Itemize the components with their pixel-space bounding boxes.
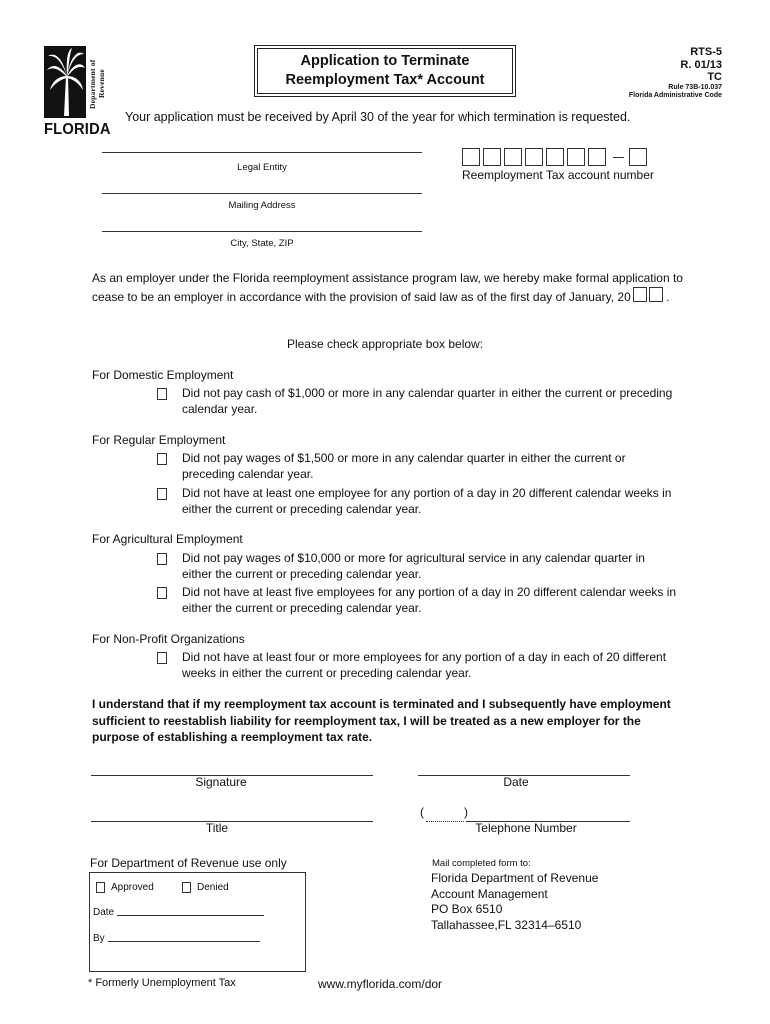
form-title-box <box>254 45 516 97</box>
regular-checkbox-1[interactable] <box>157 453 167 465</box>
footnote: * Formerly Unemployment Tax <box>88 977 236 989</box>
agricultural-heading: For Agricultural Employment <box>92 532 243 546</box>
date-label: Date <box>503 775 529 789</box>
dor-date-field <box>93 907 264 918</box>
form-title-line2: Reemployment Tax* Account <box>285 72 485 88</box>
year-digit-box[interactable] <box>633 287 647 302</box>
approved-checkbox[interactable] <box>96 882 105 893</box>
domestic-option-1-text: Did not pay cash of $1,000 or more in any calendar quarter in either the current or preceding calendar year. <box>182 386 673 416</box>
intro-paragraph <box>92 270 692 305</box>
mail-line-1: Florida Department of Revenue <box>431 871 599 885</box>
dor-date-label: Date <box>93 907 115 918</box>
understand-statement: I understand that if my reemployment tax account is terminated and I subsequently have employment sufficient to reestablish liability for reemployment tax, I will be treated as a new employer for the purpose of establishing a reemployment tax rate. <box>92 697 671 744</box>
agricultural-option-1 <box>157 551 677 582</box>
rule-number: Rule 73B-10.037 <box>668 83 722 91</box>
dor-use-heading: For Department of Revenue use only <box>90 856 287 870</box>
nonprofit-heading: For Non-Profit Organizations <box>92 632 245 646</box>
mail-line-4: Tallahassee,FL 32314–6510 <box>431 917 582 932</box>
account-number-boxes <box>462 148 650 166</box>
intro-end: . <box>666 289 670 304</box>
form-number: RTS-5 <box>690 46 722 58</box>
agricultural-checkbox-2[interactable] <box>157 587 167 599</box>
dor-use-box <box>89 872 306 972</box>
website-url: www.myflorida.com/dor <box>318 977 443 991</box>
phone-label: Telephone Number <box>475 821 577 835</box>
city-state-zip-label: City, State, ZIP <box>230 238 294 249</box>
mail-to-heading: Mail completed form to: <box>432 858 531 869</box>
dor-date-line[interactable] <box>117 915 264 916</box>
please-check-text: Please check appropriate box below: <box>286 337 484 351</box>
nonprofit-option-1 <box>157 650 677 681</box>
agricultural-option-1-text: Did not pay wages of $10,000 or more for agricultural service in any calendar quarter in either the current or preceding calendar year. <box>182 551 645 581</box>
regular-heading: For Regular Employment <box>92 433 226 447</box>
account-check-digit-box[interactable] <box>629 148 647 166</box>
agricultural-checkbox-1[interactable] <box>157 553 167 565</box>
regular-checkbox-2[interactable] <box>157 488 167 500</box>
intro-text: As an employer under the Florida reemployment assistance program law, we hereby make formal application to cease to be an employer in accordance with the provision of said law as of the first day of January, 20 <box>92 271 683 304</box>
approved-label: Approved <box>111 882 154 893</box>
account-digit-box[interactable] <box>588 148 606 166</box>
mail-line-3: PO Box 6510 <box>431 902 503 916</box>
agricultural-option-2 <box>157 585 677 616</box>
city-state-zip-line[interactable] <box>102 231 422 232</box>
form-codes <box>629 46 722 100</box>
admin-code: Florida Administrative Code <box>628 91 722 99</box>
nonprofit-checkbox-1[interactable] <box>157 652 167 664</box>
account-digit-box[interactable] <box>504 148 522 166</box>
signature-label: Signature <box>195 775 247 789</box>
account-number-label: Reemployment Tax account number <box>462 168 654 182</box>
denied-label: Denied <box>197 882 229 893</box>
nonprofit-option-1-text: Did not have at least four or more employees for any portion of a day in each of 20 different weeks in either the current or preceding calendar year. <box>182 650 667 680</box>
account-dash <box>613 157 624 158</box>
title-label: Title <box>205 821 229 835</box>
phone-close-paren: ) <box>464 805 468 819</box>
mailing-address-line[interactable] <box>102 193 422 194</box>
regular-option-2 <box>157 486 677 517</box>
regular-option-2-text: Did not have at least one employee for any portion of a day in 20 different calendar weeks in either the current or preceding calendar year. <box>182 486 672 516</box>
dor-by-line[interactable] <box>108 941 260 942</box>
domestic-checkbox-1[interactable] <box>157 388 167 400</box>
mail-address <box>431 871 598 933</box>
domestic-option-1 <box>157 386 677 417</box>
mailing-address-label: Mailing Address <box>228 200 296 211</box>
account-digit-box[interactable] <box>525 148 543 166</box>
form-tc: TC <box>707 71 722 83</box>
logo-wordmark: FLORIDA <box>44 121 111 138</box>
phone-open-paren: ( <box>420 805 424 819</box>
mail-line-2: Account Management <box>431 886 548 901</box>
legal-entity-label: Legal Entity <box>237 162 287 173</box>
domestic-heading: For Domestic Employment <box>92 368 234 382</box>
legal-entity-line[interactable] <box>102 152 422 153</box>
dor-by-field <box>93 933 260 944</box>
year-digit-box[interactable] <box>649 287 663 302</box>
approved-option <box>96 882 154 893</box>
dor-by-label: By <box>93 933 105 944</box>
denied-checkbox[interactable] <box>182 882 191 893</box>
logo-subtitle: Department of Revenue <box>88 59 106 109</box>
regular-option-1-text: Did not pay wages of $1,500 or more in any calendar quarter in either the current or preceding calendar year. <box>182 451 626 481</box>
area-code-line[interactable] <box>426 821 464 822</box>
regular-option-1 <box>157 451 677 482</box>
account-digit-box[interactable] <box>546 148 564 166</box>
denied-option <box>182 882 229 893</box>
agricultural-option-2-text: Did not have at least five employees for any portion of a day in 20 different calendar weeks in either the current or preceding calendar year. <box>182 585 677 615</box>
account-digit-box[interactable] <box>567 148 585 166</box>
form-title-line1: Application to Terminate <box>300 53 470 69</box>
account-digit-box[interactable] <box>483 148 501 166</box>
form-revision: R. 01/13 <box>680 58 722 71</box>
account-digit-box[interactable] <box>462 148 480 166</box>
deadline-notice: Your application must be received by April 30 of the year for which termination is requested. <box>125 110 631 124</box>
